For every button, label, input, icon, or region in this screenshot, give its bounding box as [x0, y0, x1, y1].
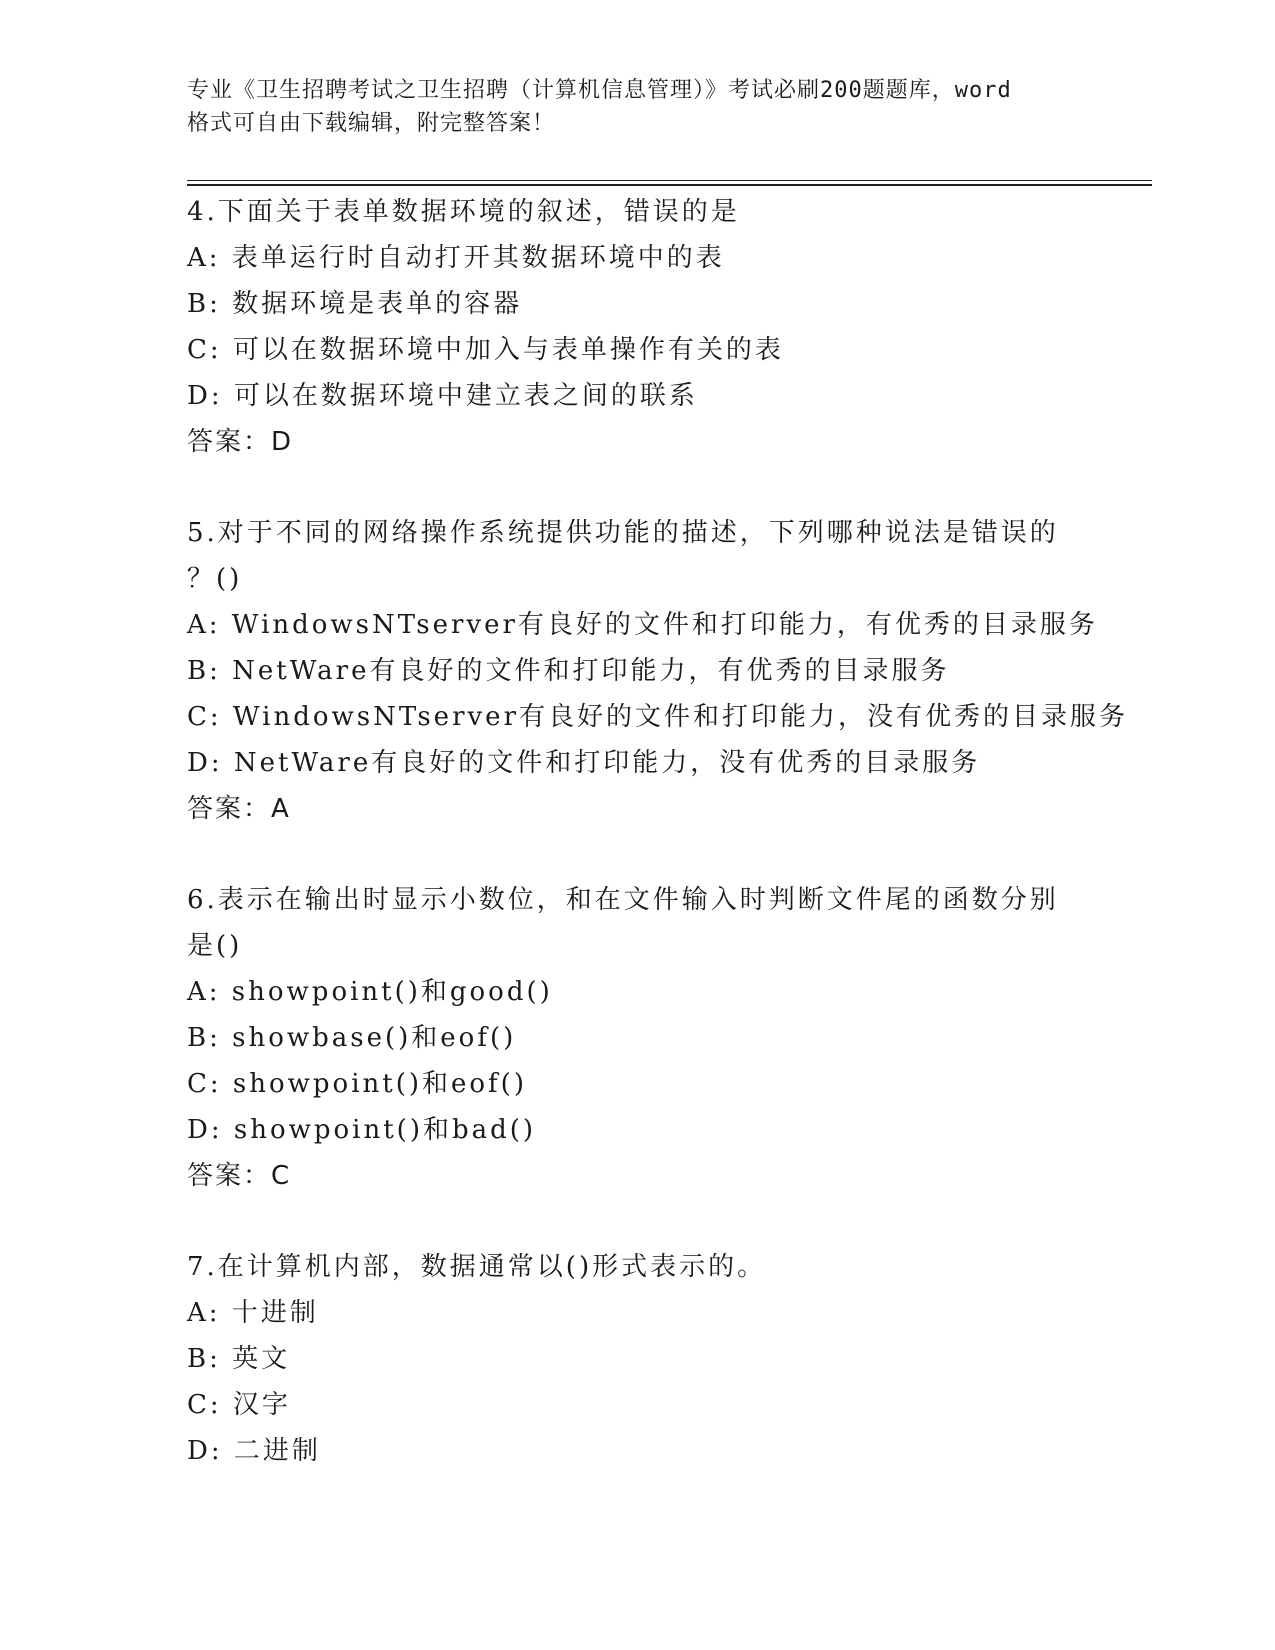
question-5 — [187, 510, 1129, 832]
header-line-2: 格式可自由下载编辑，附完整答案！ — [187, 111, 556, 136]
option-a: A: 表单运行时自动打开其数据环境中的表 — [187, 243, 725, 273]
question-stem: 7.在计算机内部，数据通常以()形式表示的。 — [187, 1252, 767, 1282]
option-d: D: showpoint()和bad() — [187, 1115, 537, 1145]
option-d: D: NetWare有良好的文件和打印能力，没有优秀的目录服务 — [187, 748, 981, 778]
option-b: B: NetWare有良好的文件和打印能力，有优秀的目录服务 — [187, 656, 950, 686]
option-a: A: 十进制 — [187, 1298, 319, 1328]
answer-label: 答案：D — [187, 427, 294, 457]
option-d: D: 可以在数据环境中建立表之间的联系 — [187, 381, 698, 411]
header-line-1: 专业《卫生招聘考试之卫生招聘（计算机信息管理）》考试必刷200题题库，word — [187, 78, 1012, 103]
question-list — [187, 189, 1129, 1519]
answer-label: 答案：A — [187, 794, 291, 824]
question-stem-continued: ？() — [187, 564, 243, 594]
option-c: C: 可以在数据环境中加入与表单操作有关的表 — [187, 335, 784, 365]
header-divider-bottom — [187, 184, 1152, 186]
option-c: C: showpoint()和eof() — [187, 1069, 527, 1099]
question-stem: 6.表示在输出时显示小数位，和在文件输入时判断文件尾的函数分别 — [187, 885, 1059, 915]
option-c: C: 汉字 — [187, 1390, 291, 1420]
question-stem-continued: 是() — [187, 931, 243, 961]
question-stem: 4.下面关于表单数据环境的叙述，错误的是 — [187, 197, 740, 227]
header-divider-top — [187, 180, 1152, 181]
question-6 — [187, 877, 1087, 1199]
option-b: B: showbase()和eof() — [187, 1023, 517, 1053]
question-7 — [187, 1244, 1087, 1474]
document-header — [187, 74, 1087, 140]
option-d: D: 二进制 — [187, 1436, 321, 1466]
question-4 — [187, 189, 1087, 465]
answer-label: 答案：C — [187, 1161, 292, 1191]
option-a: A: showpoint()和good() — [187, 977, 553, 1007]
option-b: B: 数据环境是表单的容器 — [187, 289, 523, 319]
option-b: B: 英文 — [187, 1344, 291, 1374]
question-stem: 5.对于不同的网络操作系统提供功能的描述，下列哪种说法是错误的 — [187, 518, 1059, 548]
option-a: A: WindowsNTserver有良好的文件和打印能力，有优秀的目录服务 — [187, 610, 1098, 640]
option-c: C: WindowsNTserver有良好的文件和打印能力，没有优秀的目录服务 — [187, 702, 1129, 732]
